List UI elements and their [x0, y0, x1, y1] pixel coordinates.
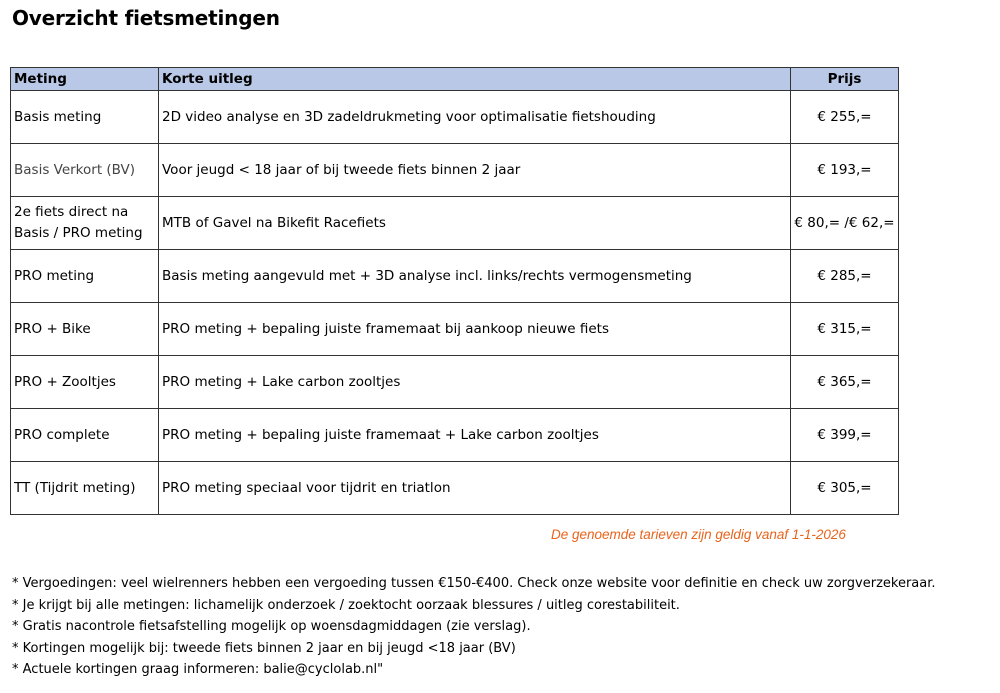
cell-uitleg: Voor jeugd < 18 jaar of bij tweede fiets binnen 2 jaar: [159, 144, 791, 197]
cell-meting: PRO + Bike: [11, 303, 159, 356]
header-meting: Meting: [11, 68, 159, 91]
cell-prijs: € 399,=: [791, 409, 899, 462]
cell-prijs: € 365,=: [791, 356, 899, 409]
notes-list: [12, 573, 936, 681]
cell-prijs: € 315,=: [791, 303, 899, 356]
validity-note: De genoemde tarieven zijn geldig vanaf 1-1-2026: [551, 527, 846, 542]
table-row: [11, 409, 899, 462]
table-row: [11, 91, 899, 144]
cell-uitleg: PRO meting + Lake carbon zooltjes: [159, 356, 791, 409]
cell-meting: Basis meting: [11, 91, 159, 144]
cell-meting: PRO meting: [11, 250, 159, 303]
page-title: Overzicht fietsmetingen: [12, 6, 280, 30]
table-row: [11, 356, 899, 409]
table-header-row: [11, 68, 899, 91]
note-item: * Kortingen mogelijk bij: tweede fiets binnen 2 jaar en bij jeugd <18 jaar (BV): [12, 640, 516, 656]
cell-prijs: € 193,=: [791, 144, 899, 197]
cell-meting-text: 2e fiets direct na Basis / PRO meting: [14, 204, 143, 241]
cell-uitleg: 2D video analyse en 3D zadeldrukmeting voor optimalisatie fietshouding: [159, 91, 791, 144]
note-item: * Gratis nacontrole fietsafstelling mogelijk op woensdagmiddagen (zie verslag).: [12, 619, 531, 634]
header-uitleg: Korte uitleg: [159, 68, 791, 91]
table-row: [11, 303, 899, 356]
cell-meting: [11, 197, 159, 250]
price-table: [10, 67, 899, 515]
cell-uitleg: MTB of Gavel na Bikefit Racefiets: [159, 197, 791, 250]
table-row: [11, 144, 899, 197]
cell-uitleg: PRO meting + bepaling juiste framemaat bij aankoop nieuwe fiets: [159, 303, 791, 356]
cell-uitleg: PRO meting + bepaling juiste framemaat + Lake carbon zooltjes: [159, 409, 791, 462]
cell-meting: PRO complete: [11, 409, 159, 462]
header-prijs: Prijs: [791, 68, 899, 91]
cell-uitleg: PRO meting speciaal voor tijdrit en triatlon: [159, 462, 791, 515]
note-item: * Actuele kortingen graag informeren: balie@cyclolab.nl": [12, 662, 384, 677]
cell-prijs: € 255,=: [791, 91, 899, 144]
cell-prijs: € 80,= /€ 62,=: [791, 197, 899, 250]
table-row: [11, 197, 899, 250]
cell-meting: TT (Tijdrit meting): [11, 462, 159, 515]
cell-meting: Basis Verkort (BV): [11, 144, 159, 197]
cell-uitleg: Basis meting aangevuld met + 3D analyse incl. links/rechts vermogensmeting: [159, 250, 791, 303]
note-item: * Je krijgt bij alle metingen: lichamelijk onderzoek / zoektocht oorzaak blessures / uitleg corestabiliteit.: [12, 597, 680, 613]
cell-prijs: € 305,=: [791, 462, 899, 515]
note-item: * Vergoedingen: veel wielrenners hebben een vergoeding tussen €150-€400. Check onze website voor definitie en check uw zorgverzekeraar.: [12, 576, 936, 591]
table-row: [11, 462, 899, 515]
cell-meting: PRO + Zooltjes: [11, 356, 159, 409]
cell-prijs: € 285,=: [791, 250, 899, 303]
table-row: [11, 250, 899, 303]
